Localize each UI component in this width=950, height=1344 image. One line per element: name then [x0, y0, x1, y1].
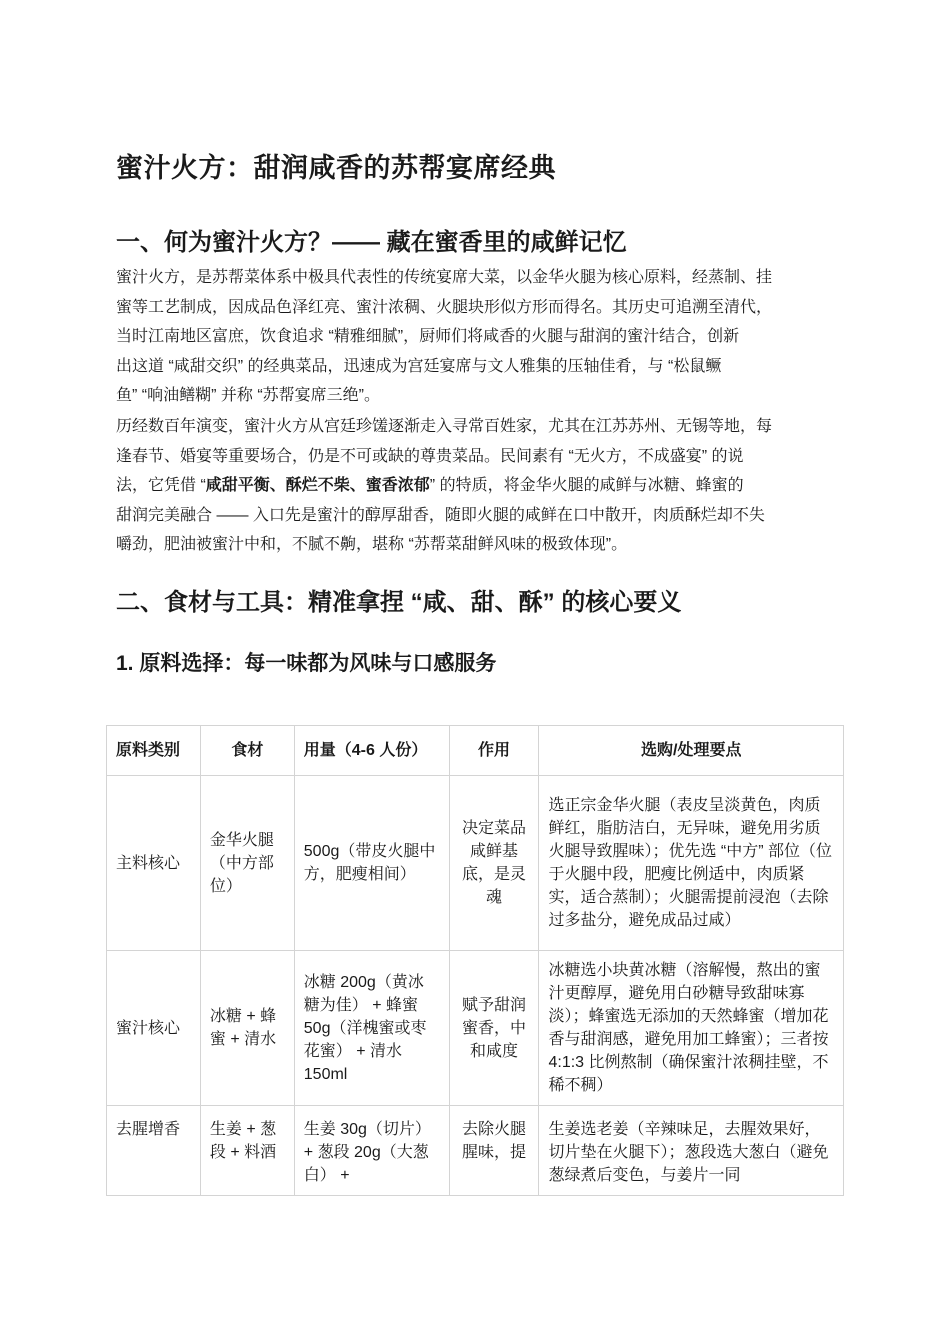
text-line: 鱼” “响油鳝糊” 并称 “苏帮宴席三绝”。	[116, 387, 380, 404]
table-header-cell: 原料类别	[107, 726, 201, 776]
table-row	[107, 776, 844, 951]
ingredients-table	[106, 725, 844, 1196]
section-1-paragraph-2	[116, 412, 844, 560]
text-line: 逢春节、婚宴等重要场合，仍是不可或缺的尊贵菜品。民间素有 “无火方，不成盛宴” 的说	[116, 447, 744, 465]
table-header-cell: 用量（4-6 人份）	[294, 726, 449, 776]
text-line: 出这道 “咸甜交织” 的经典菜品，迅速成为宫廷宴席与文人雅集的压轴佳肴，与 “松鼠鳜	[116, 357, 722, 375]
text-segment: 法，它凭借 “	[116, 477, 206, 494]
table-cell-category: 蜜汁核心	[107, 951, 201, 1106]
table-cell-role: 决定菜品咸鲜基底，是灵魂	[449, 776, 539, 951]
text-line: 嚼劲，肥油被蜜汁中和，不腻不齁，堪称 “苏帮菜甜鲜风味的极致体现”。	[116, 536, 628, 553]
table-cell-amount: 生姜 30g（切片） + 葱段 20g（大葱白） +	[294, 1106, 449, 1196]
table-header-cell: 食材	[200, 726, 294, 776]
document-title: 蜜汁火方：甜润咸香的苏帮宴席经典	[116, 153, 556, 183]
table-cell-ingredient: 金华火腿（中方部位）	[200, 776, 294, 951]
subsection-1-heading: 1. 原料选择：每一味都为风味与口感服务	[116, 652, 497, 675]
table-cell-tips: 冰糖选小块黄冰糖（溶解慢，熬出的蜜汁更醇厚，避免用白砂糖导致甜味寡淡）；蜂蜜选无添加的天然蜂蜜（增加花香与甜润感，避免用加工蜂蜜）；三者按 4:1:3 比例熬制（确保蜜汁浓稠挂壁，不稀不稠）	[539, 951, 844, 1106]
section-1-paragraph-1	[116, 263, 844, 411]
table-header-cell: 选购/处理要点	[539, 726, 844, 776]
table-row	[107, 1106, 844, 1196]
text-line: 蜜汁火方，是苏帮菜体系中极具代表性的传统宴席大菜，以金华火腿为核心原料，经蒸制、挂	[116, 269, 773, 286]
table-cell-amount: 500g（带皮火腿中方，肥瘦相间）	[294, 776, 449, 951]
section-1-heading: 一、何为蜜汁火方？—— 藏在蜜香里的咸鲜记忆	[116, 229, 627, 256]
text-line: 历经数百年演变，蜜汁火方从宫廷珍馐逐渐走入寻常百姓家，尤其在江苏苏州、无锡等地，每	[116, 418, 773, 435]
table-cell-tips: 选正宗金华火腿（表皮呈淡黄色，肉质鲜红，脂肪洁白，无异味，避免用劣质火腿导致腥味）；优先选 “中方” 部位（位于火腿中段，肥瘦比例适中，肉质紧实，适合蒸制）；火腿需提前浸泡（去除过多盐分，避免成品过咸）	[539, 776, 844, 951]
table-cell-role: 去除火腿腥味，提	[449, 1106, 539, 1196]
text-line: 蜜等工艺制成，因成品色泽红亮、蜜汁浓稠、火腿块形似方形而得名。其历史可追溯至清代，	[116, 298, 773, 316]
table-cell-ingredient: 冰糖 + 蜂蜜 + 清水	[200, 951, 294, 1106]
table-header-row	[107, 726, 844, 776]
ingredients-table-container	[106, 725, 844, 1220]
table-row	[107, 951, 844, 1106]
text-line	[116, 471, 844, 501]
table-cell-category: 主料核心	[107, 776, 201, 951]
text-line: 甜润完美融合 —— 入口先是蜜汁的醇厚甜香，随即火腿的咸鲜在口中散开，肉质酥烂却不失	[116, 506, 765, 524]
text-line: 当时江南地区富庶，饮食追求 “精雅细腻”，厨师们将咸香的火腿与甜润的蜜汁结合，创新	[116, 328, 740, 345]
emphasis-text: 咸甜平衡、酥烂不柴、蜜香浓郁	[205, 477, 430, 494]
table-cell-tips: 生姜选老姜（辛辣味足，去腥效果好，切片垫在火腿下）；葱段选大葱白（避免葱绿煮后变色，与姜片一同	[539, 1106, 844, 1196]
table-cell-category: 去腥增香	[107, 1106, 201, 1196]
table-cell-ingredient: 生姜 + 葱段 + 料酒	[200, 1106, 294, 1196]
text-segment: ” 的特质，将金华火腿的咸鲜与冰糖、蜂蜜的	[429, 477, 744, 494]
table-cell-role: 赋予甜润蜜香，中和咸度	[449, 951, 539, 1106]
table-cell-amount: 冰糖 200g（黄冰糖为佳） + 蜂蜜 50g（洋槐蜜或枣花蜜） + 清水 150ml	[294, 951, 449, 1106]
section-2-heading: 二、食材与工具：精准拿捏 “咸、甜、酥” 的核心要义	[116, 589, 682, 616]
table-header-cell: 作用	[449, 726, 539, 776]
